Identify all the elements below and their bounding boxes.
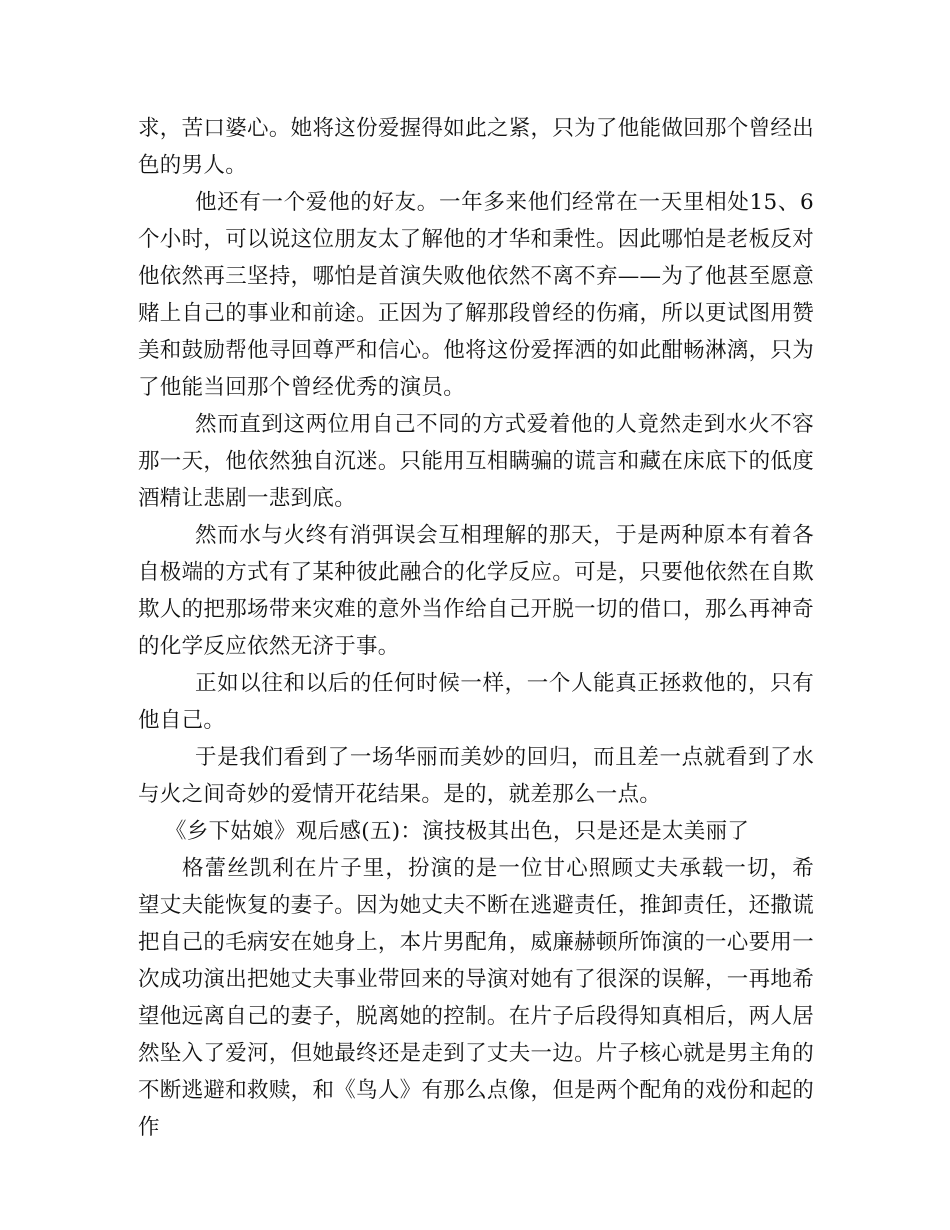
paragraph-friend: 他还有一个爱他的好友。一年多来他们经常在一天里相处15、6个小时，可以说这位朋友太了解他的才华和秉性。因此哪怕是老板反对他依然再三坚持，哪怕是首演失败他依然不离不弃——为了他甚至愿意赌上自己的事业和前途。正因为了解那段曾经的伤痛，所以更试图用赞美和鼓励帮他寻回尊严和信心。他将这份爱挥洒的如此酣畅淋漓，只为了他能当回那个曾经优秀的演员。 — [138, 190, 814, 400]
paragraph-continuation: 求，苦口婆心。她将这份爱握得如此之紧，只为了他能做回那个曾经出色的男人。 — [138, 116, 814, 178]
paragraph-review: 格蕾丝凯利在片子里，扮演的是一位甘心照顾丈夫承载一切，希望丈夫能恢复的妻子。因为她丈夫不断在逃避责任，推卸责任，还撒谎把自己的毛病安在她身上，本片男配角，威廉赫顿所饰演的一心要用一次成功演出把她丈夫事业带回来的导演对她有了很深的误解，一再地希望他远离自己的妻子，脱离她的控制。在片子后段得知真相后，两人居然坠入了爱河，但她最终还是走到了丈夫一边。片子核心就是男主角的不断逃避和救赎，和《鸟人》有那么点像，但是两个配角的戏份和起的作 — [138, 856, 814, 1140]
section-heading: 《乡下姑娘》观后感(五)：演技极其出色，只是还是太美丽了 — [165, 819, 750, 844]
document-body — [138, 110, 814, 1146]
paragraph-return: 于是我们看到了一场华丽而美妙的回归，而且差一点就看到了水与火之间奇妙的爱情开花结果。是的，就差那么一点。 — [138, 745, 814, 807]
paragraph-conflict: 然而直到这两位用自己不同的方式爱着他的人竟然走到水火不容那一天，他依然独自沉迷。只能用互相瞒骗的谎言和藏在床底下的低度酒精让悲剧一悲到底。 — [138, 412, 814, 511]
paragraph-self-rescue: 正如以往和以后的任何时候一样，一个人能真正拯救他的，只有他自己。 — [138, 671, 814, 733]
paragraph-reconciliation: 然而水与火终有消弭误会互相理解的那天，于是两种原本有着各自极端的方式有了某种彼此融合的化学反应。可是，只要他依然在自欺欺人的把那场带来灾难的意外当作给自己开脱一切的借口，那么再神奇的化学反应依然无济于事。 — [138, 523, 814, 659]
